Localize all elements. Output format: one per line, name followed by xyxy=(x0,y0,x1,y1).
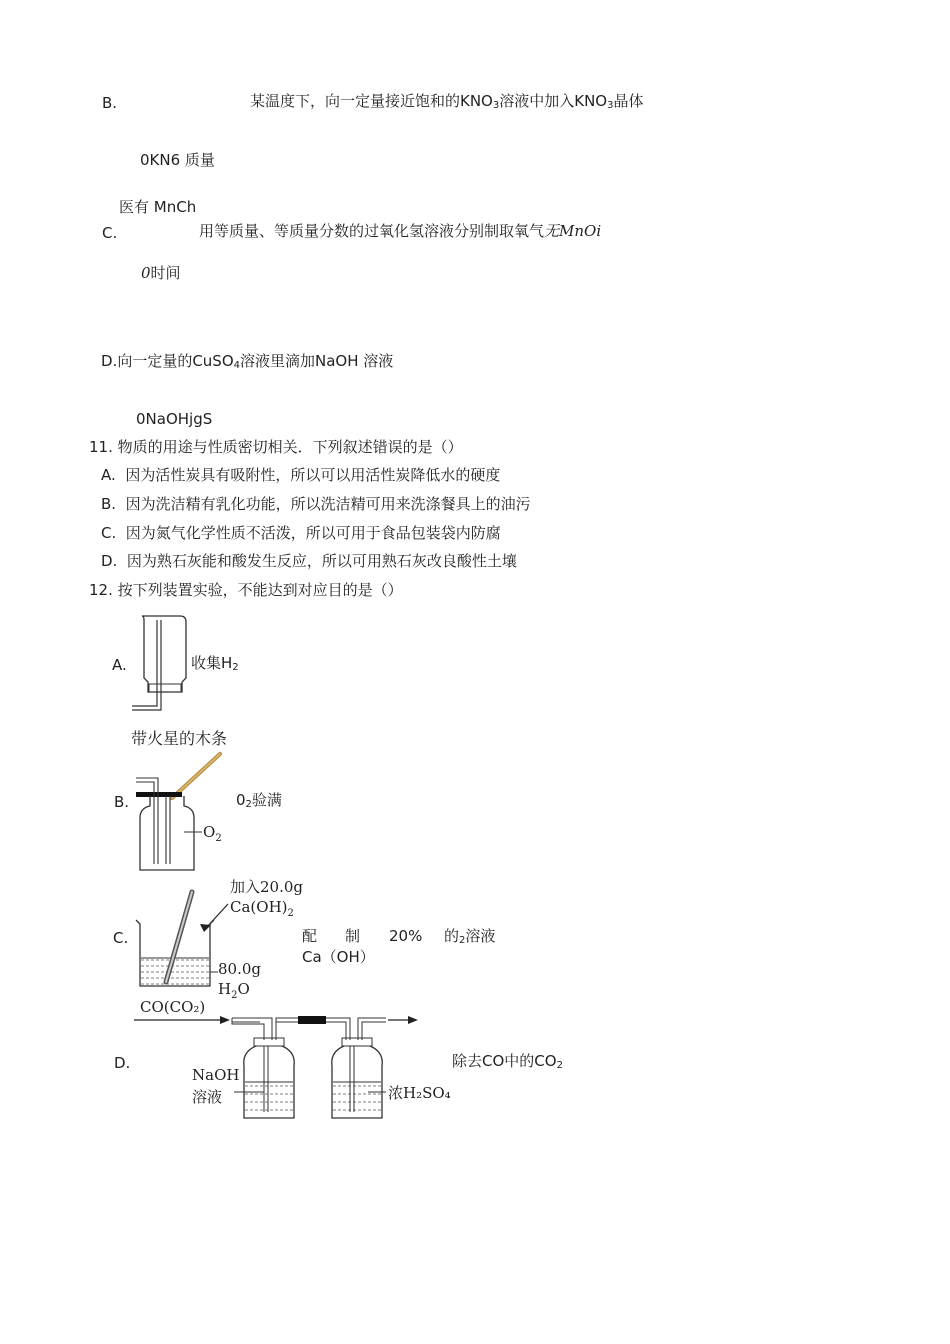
q10-c-italic-tail: 无MnOi xyxy=(544,222,602,240)
q12-c-fig-label-2: $Ca(OH)_2$ xyxy=(230,898,294,919)
q12-c-fig-water-2: $H_2O$ xyxy=(218,980,250,1001)
q10-d-text-2: 溶液里滴加NaOH 溶液 xyxy=(240,352,394,370)
q12-c-pct: 20% xyxy=(389,927,423,945)
q11-option-d-text: 因为熟石灰能和酸发生反应，所以可用熟石灰改良酸性土壤 xyxy=(126,552,517,570)
q10-d-sub: 4 xyxy=(233,360,241,371)
q12-b-fig-label: 带火星的木条 xyxy=(131,729,228,748)
q12-b-text-1: 0 xyxy=(236,791,246,809)
q10-c-axis xyxy=(141,264,181,282)
q12-c-fig-water-1: 80.0g xyxy=(218,960,262,978)
q12-stem: 12. 按下列装置实验，不能达到对应目的是（） xyxy=(89,581,403,599)
q11-option-a-text: 因为活性炭具有吸附性，所以可以用活性炭降低水的硬度 xyxy=(125,466,501,484)
q12-d-gas-in: CO(CO₂) xyxy=(140,998,206,1016)
q10-c-axis-zero: 0 xyxy=(141,264,151,282)
q10-c-text xyxy=(199,222,601,240)
q12-b-text-2: 验满 xyxy=(251,791,282,809)
q12-d-wash-bottles-figure xyxy=(130,994,460,1124)
q10-b-text-1: 某温度下，向一定量接近饱和的KNO xyxy=(250,92,493,110)
q11-option-b-text: 因为洗洁精有乳化功能，所以洗洁精可用来洗涤餐具上的油污 xyxy=(125,495,531,513)
q12-c-zhi: 制 xyxy=(345,927,361,945)
q10-b-graph-axis: 0KN6 质量 xyxy=(140,151,215,169)
q11-option-b-letter: B. xyxy=(101,495,117,513)
q10-c-text-main: 用等质量、等质量分数的过氧化氢溶液分别制取氧气 xyxy=(199,222,545,240)
q12-b-letter: B. xyxy=(114,793,130,811)
q11-option-d-letter: D. xyxy=(101,552,118,570)
q11-option-c-letter: C. xyxy=(101,524,117,542)
q12-a-inverted-bottle-figure xyxy=(130,610,190,718)
q12-c-de-text: 的 xyxy=(444,927,460,945)
q12-c-pei: 配 xyxy=(302,927,318,945)
q12-d-text xyxy=(452,1052,563,1072)
q12-d-right-label: 浓H₂SO₄ xyxy=(388,1084,451,1102)
q12-d-sub: 2 xyxy=(556,1060,563,1071)
q12-a-sub: 2 xyxy=(232,662,239,673)
q12-c-letter: C. xyxy=(113,929,129,947)
q12-c-de-sub: 2 xyxy=(459,935,466,946)
q11-option-a-letter: A. xyxy=(101,466,116,484)
q10-d-text-1: D.向一定量的CuSO xyxy=(101,352,234,370)
q11-option-d xyxy=(101,552,517,570)
q12-c-de xyxy=(444,927,495,947)
q10-b-text xyxy=(250,92,644,112)
q10-b-letter: B. xyxy=(102,94,118,112)
q12-b-sub: 2 xyxy=(245,799,252,810)
q12-c-fig-label-1: 加入20.0g xyxy=(230,878,304,896)
q10-d-text xyxy=(101,352,393,372)
q12-c-beaker-figure xyxy=(126,874,306,1002)
q10-c-letter: C. xyxy=(102,224,118,242)
q10-b-text-3: 晶体 xyxy=(613,92,644,110)
q10-b-sub-2: 3 xyxy=(607,100,614,111)
q12-b-gas-bottle-figure xyxy=(136,752,236,877)
q10-c-graph-label: 医有 MnCh xyxy=(119,198,197,216)
q12-a-letter: A. xyxy=(112,656,127,674)
q11-stem: 11. 物质的用途与性质密切相关．下列叙述错误的是（） xyxy=(89,438,463,456)
q11-option-b xyxy=(101,495,531,513)
q12-c-formula: Ca（OH） xyxy=(302,948,375,966)
q10-c-axis-time: 时间 xyxy=(150,264,181,282)
q12-d-text-main: 除去CO中的CO xyxy=(452,1052,557,1070)
q12-d-left-label-1: NaOH xyxy=(192,1066,240,1084)
q11-option-c-text: 因为氮气化学性质不活泼，所以可用于食品包装袋内防腐 xyxy=(125,524,501,542)
q12-b-gas-label: $O_2$ xyxy=(203,823,222,844)
q12-b-text xyxy=(236,791,282,811)
q10-d-graph-axis: 0NaOHjgS xyxy=(136,410,213,428)
q10-b-sub-1: 3 xyxy=(492,100,500,111)
q11-option-c xyxy=(101,524,501,542)
q12-d-letter: D. xyxy=(114,1054,131,1072)
q12-c-tail: 溶液 xyxy=(465,927,496,945)
q12-a-text-main: 收集H xyxy=(191,654,233,672)
q11-option-a xyxy=(101,466,500,484)
q12-a-text xyxy=(191,654,239,674)
q12-d-left-label-2: 溶液 xyxy=(192,1088,223,1106)
q10-b-text-2: 溶液中加入KNO xyxy=(499,92,608,110)
